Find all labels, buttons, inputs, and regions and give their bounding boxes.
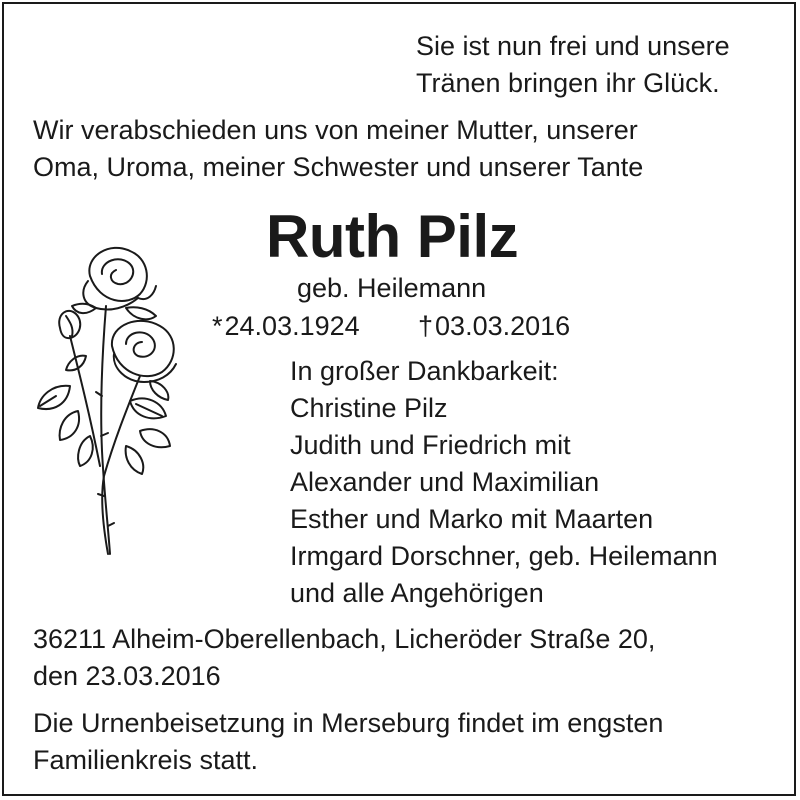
- birth-date: 24.03.1924: [224, 311, 360, 341]
- mourner-name: Alexander und Maximilian: [290, 467, 600, 497]
- mourner-name: Irmgard Dorschner, geb. Heilemann: [290, 541, 718, 571]
- deceased-name: Ruth Pilz: [266, 203, 519, 270]
- mourner-name: Judith und Friedrich mit: [290, 430, 571, 460]
- notice-line-2: Familienkreis statt.: [33, 745, 259, 775]
- opening-quote: [416, 28, 730, 102]
- mourners-list: [290, 353, 718, 612]
- address-line-1: 36211 Alheim-Oberellenbach, Licheröder Straße 20,: [33, 624, 656, 654]
- intro-line-2: Oma, Uroma, meiner Schwester und unserer Tante: [33, 152, 644, 182]
- address-date: den 23.03.2016: [33, 661, 221, 691]
- mourner-name: Esther und Marko mit Maarten: [290, 504, 654, 534]
- address-block: [33, 621, 655, 695]
- mourner-name: und alle Angehörigen: [290, 578, 544, 608]
- birth-symbol: *: [212, 311, 223, 341]
- death-date-line: [418, 308, 570, 345]
- birth-date-line: [212, 308, 360, 345]
- maiden-name: geb. Heilemann: [297, 273, 487, 303]
- burial-notice: [33, 705, 663, 779]
- death-cross-symbol: †: [418, 311, 434, 341]
- mourners-heading: In großer Dankbarkeit:: [290, 356, 559, 386]
- quote-line-2: Tränen bringen ihr Glück.: [416, 68, 720, 98]
- intro-line-1: Wir verabschieden uns von meiner Mutter, unserer: [33, 115, 638, 145]
- quote-line-1: Sie ist nun frei und unsere: [416, 31, 730, 61]
- death-date: 03.03.2016: [435, 311, 571, 341]
- mourner-name: Christine Pilz: [290, 393, 448, 423]
- notice-line-1: Die Urnenbeisetzung in Merseburg findet im engsten: [33, 708, 664, 738]
- intro-text: [33, 112, 643, 186]
- rose-icon: [30, 236, 185, 561]
